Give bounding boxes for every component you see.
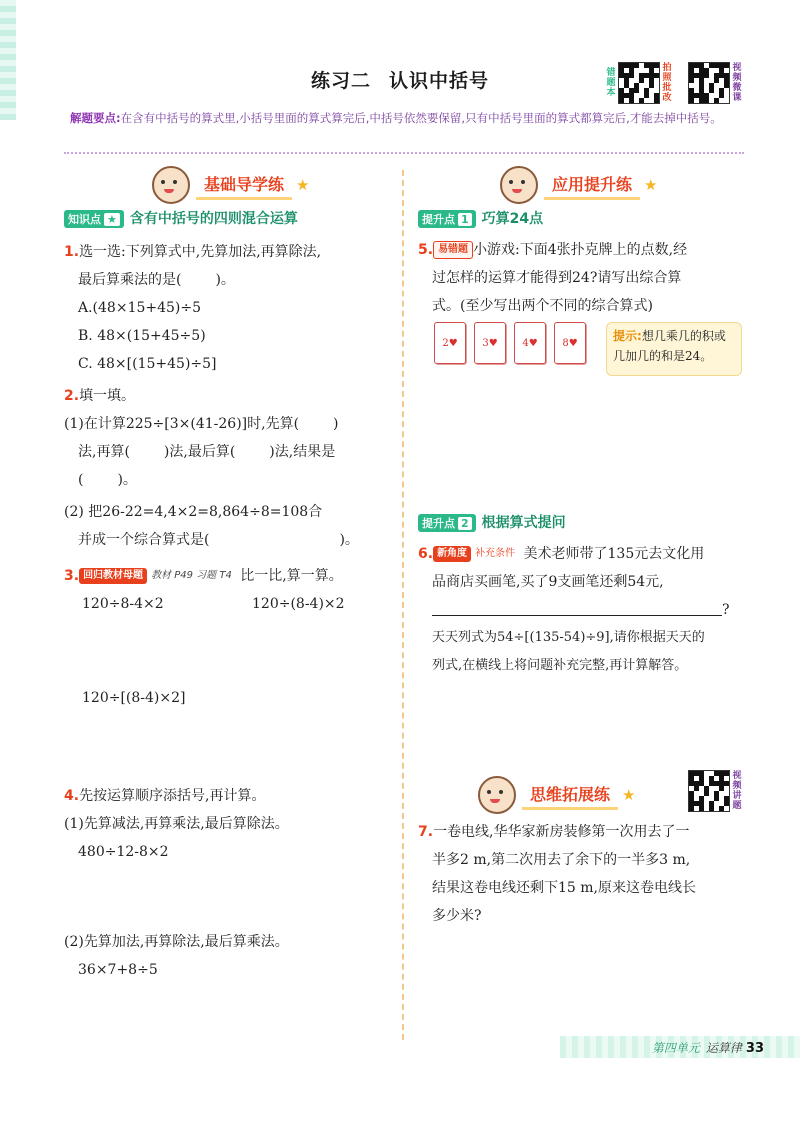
q3-expr-1: 120÷8-4×2: [82, 596, 164, 612]
answer-line[interactable]: [432, 601, 722, 616]
footer-topic: 运算律: [705, 1041, 742, 1055]
hint-head: 提示:: [613, 329, 642, 343]
q2-text: 填一填。: [79, 388, 136, 404]
q6-text-e: 列式,在横线上将问题补充完整,再计算解答。: [432, 658, 688, 673]
mascot-icon: [500, 166, 538, 204]
poker-card-icon: 8 ♥: [554, 322, 586, 364]
page-edge-strip: [0, 0, 16, 120]
question-5: [418, 236, 748, 320]
q5-text-c: 式。(至少写出两个不同的综合算式): [432, 298, 653, 314]
question-1: [64, 238, 394, 378]
question-4: [64, 782, 398, 866]
footer-unit: 第四单元: [651, 1041, 700, 1055]
qr-right-label: 视频微课: [732, 63, 742, 103]
key-point-text: 在含有中括号的算式里,小括号里面的算式算完后,中括号依然要保留,只有中括号里面的算式都算完后,才能去掉中括号。: [120, 111, 722, 125]
title-part1: 练习二: [310, 70, 371, 92]
q1-text-b-end: )。: [215, 272, 235, 288]
question-number: 2.: [64, 388, 80, 404]
footer-text: [652, 1039, 764, 1056]
star-icon: ★: [644, 176, 658, 194]
section-apply-title: 应用提升练: [544, 170, 640, 200]
q1-text-b: 最后算乘法的是(: [78, 272, 182, 288]
poker-cards: [434, 322, 586, 364]
title-part2: 认识中括号: [389, 70, 490, 92]
poker-card-icon: 4 ♥: [514, 322, 546, 364]
topic-title: 根据算式提问: [481, 515, 566, 531]
error-prone-badge: 易错题: [433, 241, 473, 259]
mascot-icon: [152, 166, 190, 204]
q4-part1: (1)先算减法,再算乘法,最后算除法。: [64, 816, 289, 832]
key-point-divider: [64, 152, 744, 156]
key-point-head: 解题要点:: [70, 111, 121, 125]
question-number: 4.: [64, 788, 80, 804]
q1-option-c[interactable]: C. 48×[(15+45)÷5]: [78, 356, 217, 372]
textbook-badge: 回归教材母题: [79, 568, 147, 584]
qr-error-book[interactable]: [606, 62, 672, 104]
section-basic-title: 基础导学练: [196, 170, 292, 200]
question-number: 6.: [418, 546, 434, 562]
q6-question-mark: ?: [722, 602, 730, 618]
poker-card-icon: 2 ♥: [434, 322, 466, 364]
hint-box: [606, 322, 742, 376]
q3-expr-3: 120÷[(8-4)×2]: [82, 690, 186, 706]
section-thinking-header: [478, 776, 635, 814]
question-3: [64, 562, 398, 590]
q7-text-d: 多少米?: [432, 908, 482, 924]
question-7: [418, 818, 752, 930]
q7-text: 一卷电线,华华家新房装修第一次用去了一: [433, 824, 690, 840]
section-thinking-title: 思维拓展练: [522, 780, 618, 810]
question-number: 5.: [418, 242, 434, 258]
question-number: 1.: [64, 244, 80, 260]
poker-card-icon: 3 ♥: [474, 322, 506, 364]
q4-part2-expr: 36×7+8÷5: [78, 962, 158, 978]
qr3-label: 视频讲题: [732, 771, 742, 811]
q3-text: 比一比,算一算。: [240, 568, 343, 584]
column-divider: [402, 170, 404, 1040]
q5-text-b: 过怎样的运算才能得到24?请写出综合算: [432, 270, 682, 286]
q4-part1-expr: 480÷12-8×2: [78, 844, 169, 860]
key-point-note: [70, 108, 750, 129]
q6-text-d: 天天列式为54÷[(135-54)÷9],请你根据天天的: [432, 630, 705, 645]
q2-p1-a-end: ): [333, 416, 339, 432]
topic-tag: 提升点 1: [418, 210, 476, 228]
topic-tag: 提升点 2: [418, 514, 476, 532]
q2-p1-b-end: )法,结果是: [269, 444, 336, 460]
qr-video-lesson[interactable]: [688, 62, 742, 104]
star-icon: ★: [296, 176, 310, 194]
q1-option-b[interactable]: B. 48×(15+45÷5): [78, 328, 206, 344]
qr-code-icon: [618, 62, 660, 104]
right-topic-1: [418, 208, 543, 228]
q2-p1-c-end: )。: [117, 472, 137, 488]
section-basic-header: [152, 166, 309, 204]
q4-part2: (2)先算加法,再算除法,最后算乘法。: [64, 934, 289, 950]
q7-text-b: 半多2 m,第二次用去了余下的一半多3 m,: [432, 852, 691, 868]
q2-p1-c: (: [78, 472, 84, 488]
question-4-part2: [64, 928, 398, 984]
q2-p2-b-end: )。: [339, 532, 359, 548]
q2-p2-b: 并成一个综合算式是(: [78, 532, 210, 548]
topic-title: 含有中括号的四则混合运算: [129, 211, 298, 227]
q3-expr-2: 120÷(8-4)×2: [252, 596, 345, 612]
right-topic-2: [418, 512, 566, 532]
hint-text: 想几乘几的积或几加几的和是24。: [613, 329, 726, 363]
q5-text: 小游戏:下面4张扑克牌上的点数,经: [473, 242, 688, 258]
question-2: [64, 382, 398, 554]
qr-left-label: 错题本: [606, 68, 616, 98]
topic-title: 巧算24点: [481, 211, 544, 227]
q1-text: 选一选:下列算式中,先算加法,再算除法,: [79, 244, 322, 260]
question-number: 3.: [64, 568, 80, 584]
q4-text: 先按运算顺序添括号,再计算。: [79, 788, 266, 804]
page-title: [0, 66, 800, 93]
qr-code-icon: [688, 62, 730, 104]
q2-p2-text: (2) 把26-22=4,4×2=8,864÷8=108合: [64, 504, 323, 520]
section-apply-header: [500, 166, 657, 204]
question-6: [418, 540, 750, 680]
qr-code-icon: [688, 770, 730, 812]
new-angle-badge: 新角度: [433, 546, 471, 562]
page-number: 33: [745, 1041, 764, 1056]
left-topic: [64, 208, 298, 228]
q6-text: 美术老师带了135元去文化用: [523, 546, 705, 562]
q2-p1-b-mid: )法,最后算(: [163, 444, 236, 460]
q7-text-c: 结果这卷电线还剩下15 m,原来这卷电线长: [432, 880, 696, 896]
mascot-icon: [478, 776, 516, 814]
star-icon: ★: [622, 786, 636, 804]
qr-video-explain[interactable]: [688, 770, 742, 812]
new-angle-sub: 补充条件: [475, 548, 516, 559]
textbook-ref: 教材 P49 习题 T4: [151, 570, 232, 581]
topic-tag: 知识点 ★: [64, 210, 124, 228]
q1-option-a[interactable]: A.(48×15+45)÷5: [78, 300, 202, 316]
qr-mid-label: 拍照批改: [662, 63, 672, 103]
q2-p1-b: 法,再算(: [78, 444, 130, 460]
q6-text-b: 品商店买画笔,买了9支画笔还剩54元,: [432, 574, 664, 590]
q2-p1-text: (1)在计算225÷[3×(41-26)]时,先算(: [64, 416, 300, 432]
question-number: 7.: [418, 824, 434, 840]
